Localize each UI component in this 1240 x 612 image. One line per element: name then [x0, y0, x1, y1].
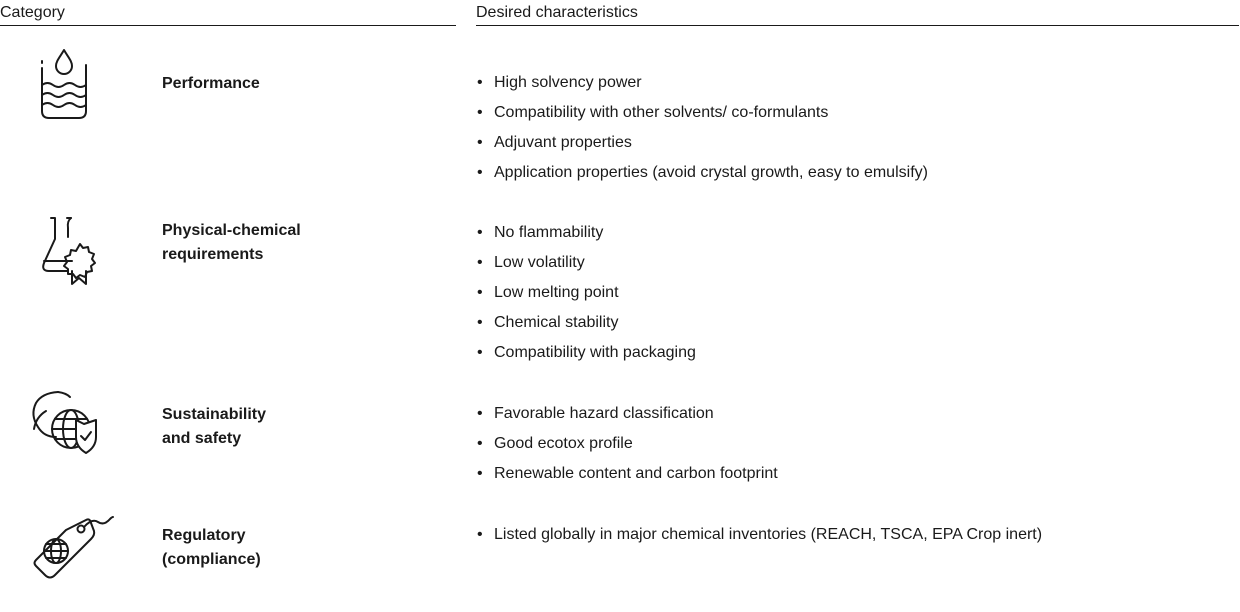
characteristics-list-sustainability [476, 399, 778, 489]
characteristics-list-performance [476, 68, 928, 188]
category-column-header: Category [0, 0, 456, 26]
category-label-regulatory: Regulatory (compliance) [162, 527, 261, 568]
globe-tag-icon [24, 514, 116, 586]
leaf-globe-shield-icon [22, 387, 114, 459]
category-label-physical-chemical: Physical-chemical requirements [162, 222, 301, 263]
list-item: • Compatibility with packaging [476, 338, 696, 368]
list-item: • Application properties (avoid crystal growth, easy to emulsify) [476, 158, 928, 188]
characteristics-column-header: Desired characteristics [476, 0, 1239, 26]
list-item: • Renewable content and carbon footprint [476, 459, 778, 489]
list-item: • Adjuvant properties [476, 128, 928, 158]
list-item: • Good ecotox profile [476, 429, 778, 459]
list-item: • Listed globally in major chemical inventories (REACH, TSCA, EPA Crop inert) [476, 520, 1042, 550]
flask-certificate-icon [22, 215, 114, 287]
list-item: • Compatibility with other solvents/ co-formulants [476, 98, 928, 128]
characteristics-list-regulatory [476, 520, 1042, 550]
beaker-drop-icon [20, 47, 112, 119]
list-item: • Low melting point [476, 278, 696, 308]
characteristics-list-physical-chemical [476, 218, 696, 368]
list-item: • No flammability [476, 218, 696, 248]
list-item: • High solvency power [476, 68, 928, 98]
list-item: • Low volatility [476, 248, 696, 278]
category-label-performance: Performance [162, 75, 260, 92]
category-label-sustainability: Sustainability and safety [162, 406, 267, 447]
list-item: • Favorable hazard classification [476, 399, 778, 429]
list-item: • Chemical stability [476, 308, 696, 338]
